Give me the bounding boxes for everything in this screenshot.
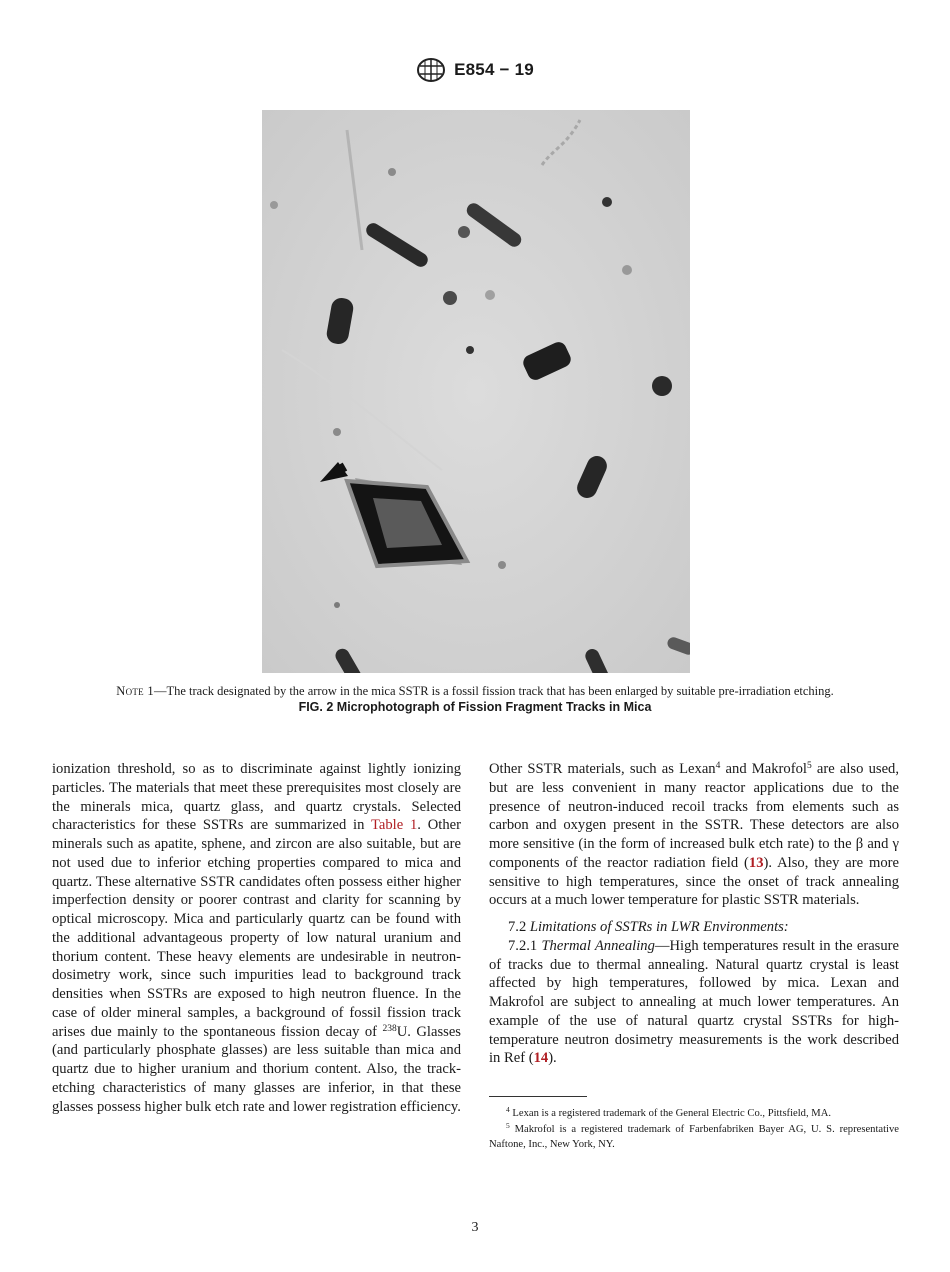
footnote-divider — [489, 1096, 587, 1097]
figure-note — [40, 684, 910, 699]
section-title: Limitations of SSTRs in LWR Environments: — [529, 919, 789, 935]
text-run: —High temperatures result in the erasure of tracks due to thermal annealing. Natural quartz crystal is least affected by high temperatures, followed by mica. Lexan and Makrofol are subject to annealing at much lower temperatures. An example of the use of natural quartz crystal SSTRs for high-temperature neutron dosimetry measurements is the work described in Ref ( — [489, 937, 899, 1067]
section-number: 7.2.1 — [508, 937, 542, 954]
text-run: Other SSTR materials, such as Lexan — [489, 761, 716, 777]
right-column — [489, 760, 899, 1068]
note-label: Note 1 — [116, 684, 154, 698]
section-title: Thermal Annealing — [541, 937, 655, 954]
text-run: and Makrofol — [720, 761, 807, 777]
note-text: —The track designated by the arrow in the mica SSTR is a fossil fission track that has been enlarged by suitable pre-irradiation etching. — [153, 684, 834, 698]
text-run: . Other minerals such as apatite, sphene, and zircon are also suitable, but are not used due to inferior etching properties compared to mica and quartz. These alternative SSTR candidates often possess either higher imperfection density or poorer contrast and clarity for scanning by optical microscopy. Mica and particularly quartz can be found with the additional advantageous property of low natural uranium and thorium content. These heavy elements are undesirable in neutron-dosimetry work, since such impurities lead to background track densities when SSTRs are exposed to high neutron fluence. In the case of older mineral samples, a background of fossil fission track arises due mainly to the spontaneous fission decay of — [52, 817, 461, 1040]
document-id: E854 − 19 — [454, 60, 534, 79]
footnote-number: 4 — [506, 1105, 510, 1114]
footnote-4 — [489, 1106, 899, 1122]
paragraph — [489, 760, 899, 910]
page-header — [0, 56, 950, 84]
astm-logo-icon — [416, 57, 446, 83]
footnotes — [489, 1106, 899, 1153]
text-run: ). — [548, 1050, 557, 1067]
text-run: ). Also, they are more sensitive to high temperatures, since the onset of track annealing occurs at a much lower temperature for plastic SSTR materials. — [489, 854, 899, 909]
mica-fission-track-microphotograph — [262, 110, 690, 673]
paragraph — [52, 760, 461, 1116]
text-run: U. Glasses (and particularly phosphate glasses) are less suitable than mica and quartz due to higher uranium and thorium content. Also, the track-etching characteristics of many glasses are inferior, in that these glasses possess higher bulk etch rate and lower registration efficiency. — [52, 1023, 461, 1115]
section-7-2-1-paragraph — [489, 937, 899, 1068]
text-run: ionization threshold, so as to discriminate against lightly ionizing particles. The materials that meet these prerequisites most closely are the minerals mica, quartz glass, and quartz crystals. Selected characteristics for these SSTRs are summarized in — [52, 761, 461, 834]
footnote-ref-4[interactable]: 4 — [715, 761, 721, 771]
page-number: 3 — [471, 1220, 479, 1235]
figure-caption: FIG. 2 Microphotograph of Fission Fragment Tracks in Mica — [298, 700, 652, 714]
section-number: 7.2 — [508, 919, 530, 935]
left-column — [52, 760, 461, 1116]
superscript: 238 — [382, 1023, 397, 1034]
reference-14-link[interactable]: 14 — [533, 1050, 549, 1067]
footnote-text: Lexan is a registered trademark of the General Electric Co., Pittsfield, MA. — [512, 1108, 831, 1119]
text-run: are also used, but are less convenient in many reactor applications due to the presence of neutron-induced recoil tracks from elements such as carbon and oxygen present in the SSTR. These detectors are also more sensitive (in the form of increased bulk etch rate) to the β and γ components of the reactor radiation field ( — [489, 761, 899, 871]
table-1-link[interactable]: Table 1 — [370, 817, 418, 834]
footnote-5 — [489, 1122, 899, 1153]
footnote-text: Makrofol is a registered trademark of Farbenfabriken Bayer AG, U. S. representative Naftone, Inc., New York, NY. — [489, 1123, 899, 1150]
section-7-2-heading — [489, 918, 899, 937]
footnote-number: 5 — [506, 1120, 510, 1130]
footnote-ref-5[interactable]: 5 — [806, 761, 812, 771]
reference-13-link[interactable]: 13 — [748, 854, 764, 871]
